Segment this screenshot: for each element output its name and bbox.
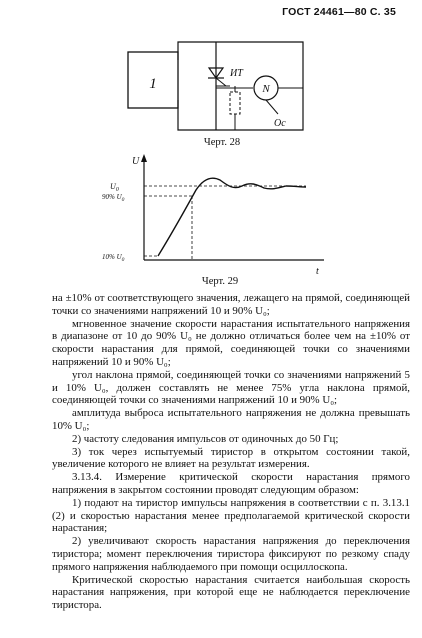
meter-label: N — [262, 83, 270, 95]
paragraph: 2) увеличивают скорость нарастания напряжения до переключения тиристора; момент переключения тиристора фиксируют по резкому спаду прямого напряжения наблюдаемого при помощи осциллоскопа. — [52, 535, 410, 573]
label-10: 10% $U_0$ — [102, 253, 125, 263]
circuit-schematic — [118, 30, 318, 135]
waveform-curve — [158, 178, 306, 256]
paragraph: амплитуда выброса испытательного напряжения не должна превышать 10% U₀; — [52, 407, 410, 432]
osc-label: Ос — [274, 118, 286, 129]
voltage-waveform — [96, 150, 336, 277]
label-u0: $U_0$ — [110, 182, 119, 193]
label-90: 90% $U_0$ — [102, 193, 125, 203]
paragraph: 3.13.4. Измерение критической скорости нарастания прямого напряжения в закрытом состоянии проводят следующим образом: — [52, 471, 410, 496]
thyristor-label: ИТ — [230, 68, 243, 79]
fig28-caption: Черт. 28 — [203, 137, 241, 148]
fig29-caption: Черт. 29 — [201, 276, 239, 287]
body-text — [52, 292, 410, 612]
paragraph: 1) подают на тиристор импульсы напряжения в соответствии с п. 3.13.1 (2) и скоростью нарастания менее предполагаемой критической скорости нарастания; — [52, 496, 410, 535]
paragraph: на ±10% от соответствующего значения, лежащего на прямой, соединяющей точки со значениями напряжений 10 и 90% U₀; — [52, 292, 410, 317]
circuit-wire-outer — [178, 42, 303, 130]
paragraph: 3) ток через испытуемый тиристор в открытом состоянии такой, увеличение которого не влияет на результат измерения. — [52, 445, 410, 471]
axis-u-label: U — [132, 156, 140, 167]
resistor-icon — [230, 92, 240, 114]
paragraph: мгновенное значение скорости нарастания испытательного напряжения в диапазоне от 10 до 90% U₀ не должно отличаться более чем на ±10% от скорости нарастания для прямой, соединяющей точки со значениями напряжений 10 и 90% U₀; — [52, 317, 410, 368]
block-1-label: 1 — [149, 76, 157, 92]
paragraph: Критической скоростью нарастания считается наибольшая скорость нарастания напряжения, при которой еще не наблюдается переключение тиристора. — [52, 573, 410, 612]
page-header: ГОСТ 24461—80 С. 35 — [282, 6, 396, 18]
axis-t-label: t — [316, 266, 319, 277]
paragraph: 2) частоту следования импульсов от одиночных до 50 Гц; — [72, 432, 339, 445]
paragraph: угол наклона прямой, соединяющей точки со значениями напряжений 5 и 10% U₀, должен составлять не менее 75% угла наклона прямой, соединяющей точки со значениями напряжений 10 и 90% U₀; — [52, 368, 410, 407]
